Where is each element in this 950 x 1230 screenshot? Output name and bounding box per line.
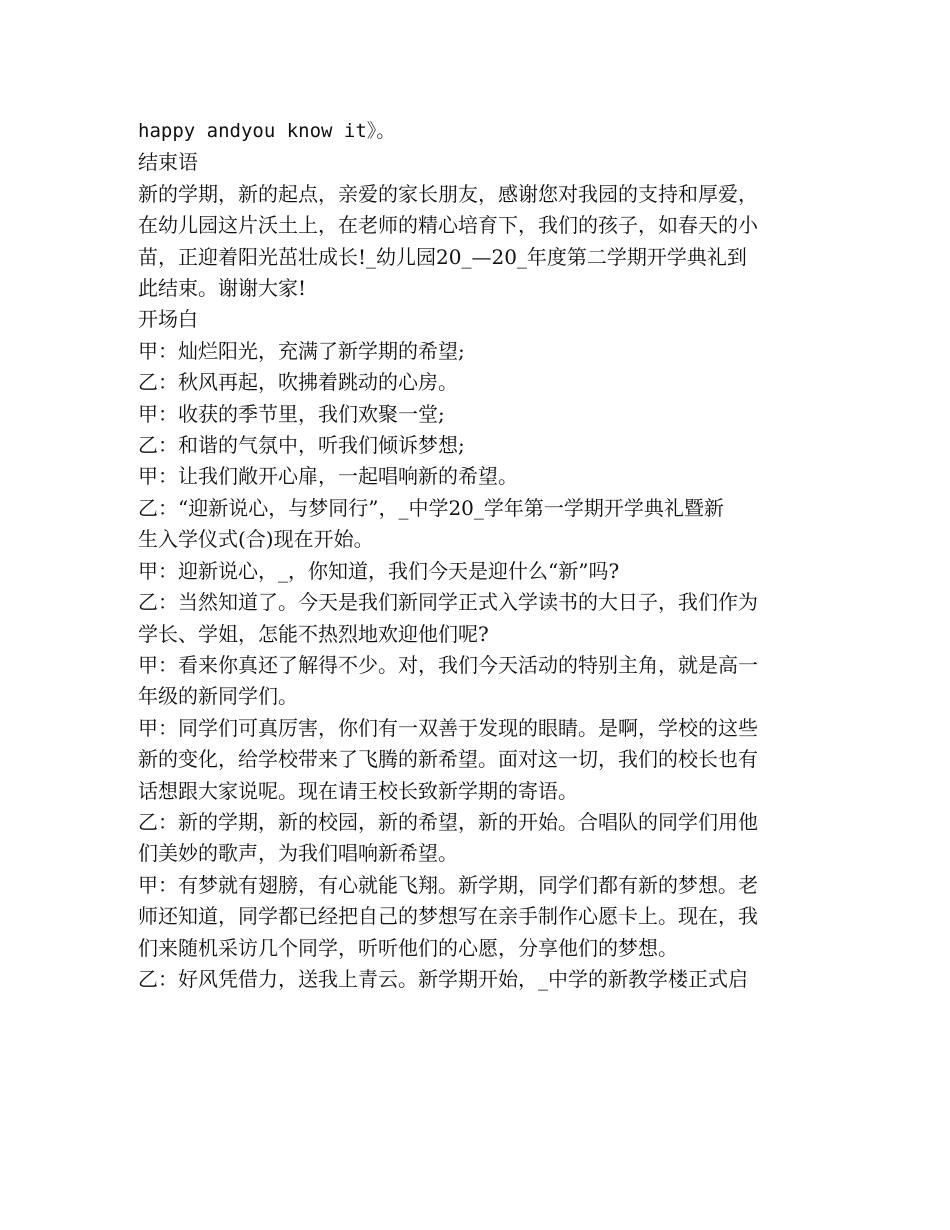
text-line: 苗，正迎着阳光茁壮成长!_幼儿园20_—20_年度第二学期开学典礼到 [138,244,747,269]
text-line: 新的变化，给学校带来了飞腾的新希望。面对这一切，我们的校长也有 [138,747,758,772]
text-line: 学长、学姐，怎能不热烈地欢迎他们呢? [138,621,489,646]
text-line: 甲：有梦就有翅膀，有心就能飞翔。新学期，同学们都有新的梦想。老 [138,872,758,897]
text-line: 乙：新的学期，新的校园，新的希望，新的开始。合唱队的同学们用他 [138,809,758,834]
text-line: 话想跟大家说呢。现在请王校长致新学期的寄语。 [138,778,578,803]
text-line: happy andyou know it》。 [138,120,396,142]
text-line: 甲：灿烂阳光，充满了新学期的希望; [138,338,465,363]
text-line: 们美妙的歌声，为我们唱响新希望。 [138,841,458,866]
document-body [138,116,814,995]
text-line: 在幼儿园这片沃土上，在老师的精心培育下，我们的孩子，如春天的小 [138,213,758,238]
text-line: 生入学仪式(合)现在开始。 [138,527,374,552]
text-line: 乙：和谐的气氛中，听我们倾诉梦想; [138,433,465,458]
text-line: 甲：同学们可真厉害，你们有一双善于发现的眼睛。是啊，学校的这些 [138,715,758,740]
text-line: 甲：迎新说心，_，你知道，我们今天是迎什么“新”吗? [138,558,620,583]
text-line: 甲：看来你真还了解得不少。对，我们今天活动的特别主角，就是高一 [138,652,758,677]
text-line: 乙：当然知道了。今天是我们新同学正式入学读书的大日子，我们作为 [138,590,758,615]
text-line: 乙：好风凭借力，送我上青云。新学期开始，_中学的新教学楼正式启 [138,966,748,991]
section-heading-closing: 结束语 [138,150,198,175]
text-line: 乙：秋风再起，吹拂着跳动的心房。 [138,370,458,395]
text-line: 甲：让我们敞开心扉，一起唱响新的希望。 [138,464,518,489]
text-line: 甲：收获的季节里，我们欢聚一堂; [138,401,445,426]
text-line: 年级的新同学们。 [138,684,298,709]
text-line: 们来随机采访几个同学，听听他们的心愿，分享他们的梦想。 [138,935,678,960]
section-heading-opening: 开场白 [138,307,198,332]
text-line: 此结束。谢谢大家! [138,276,307,301]
text-line: 乙：“迎新说心，与梦同行”，_中学20_学年第一学期开学典礼暨新 [138,495,724,520]
text-line: 师还知道，同学都已经把自己的梦想写在亲手制作心愿卡上。现在，我 [138,904,758,929]
text-line: 新的学期，新的起点，亲爱的家长朋友，感谢您对我园的支持和厚爱， [138,181,758,206]
